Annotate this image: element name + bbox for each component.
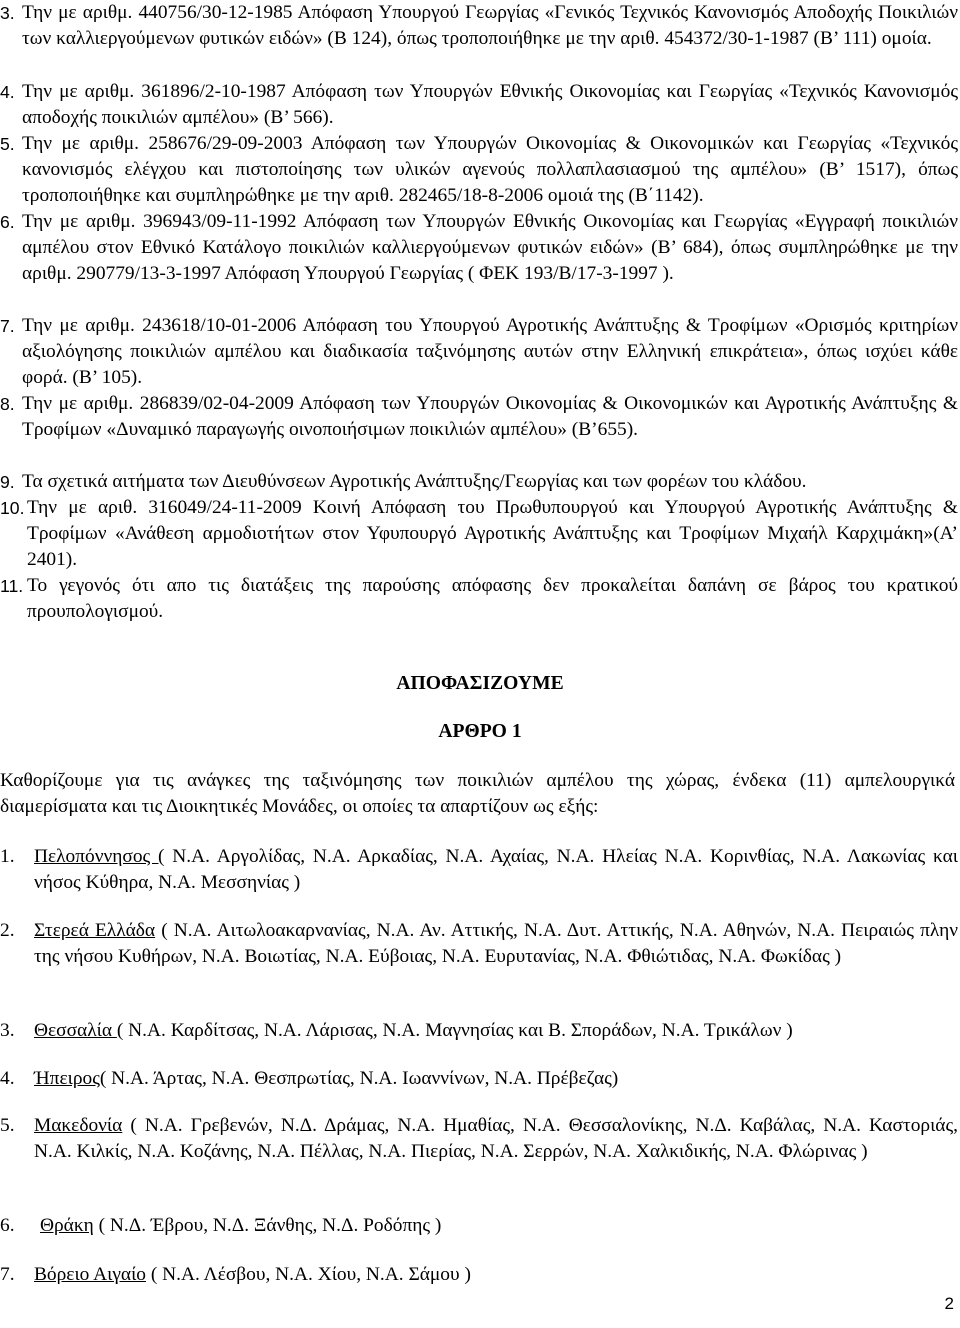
region-number: 1. — [0, 846, 15, 867]
region-item-1 — [0, 844, 958, 896]
article-intro: Καθορίζουμε για τις ανάγκες της ταξινόμησης των ποικιλιών αμπέλου της χώρας, ένδεκα (11) αμπελουργικά διαμερίσματα και τις Διοικητικές Μονάδες, οι οποίες τα απαρτίζουν ως εξής: — [0, 770, 955, 817]
legal-basis-item-8 — [0, 391, 960, 443]
item-text: Την με αριθμ. 396943/09-11-1992 Απόφαση των Υπουργών Εθνικής Οικονομίας και Γεωργίας «Εγγραφή ποικιλιών αμπέλου στον Εθνικό Κατάλογο ποικιλιών καλλιεργούμενων φυτικών ειδών» (Β’ 684), όπως συμπληρώθηκε με την αριθμ. 290779/13-3-1997 Απόφαση Υπουργού Γεωργίας ( ΦΕΚ 193/Β/17-3-1997 ). — [22, 211, 958, 284]
region-number: 6. — [0, 1215, 15, 1236]
item-text: Την με αριθμ. 258676/29-09-2003 Απόφαση των Υπουργών Οικονομίας & Οικονομικών και Γεωργίας «Τεχνικός κανονισμός ελέγχου και πιστοποίησης των υλικών αγενούς πολλαπλασιασμού της αμπέλου» (Β’ 1517), όπως τροποποιήθηκε και συμπληρώθηκε με την αριθ. 282465/18-8-2006 ομοιά της (Β΄1142). — [22, 133, 958, 206]
legal-basis-item-3 — [0, 0, 960, 52]
legal-basis-item-10 — [0, 495, 960, 573]
region-number: 3. — [0, 1020, 15, 1041]
region-name: Στερεά Ελλάδα — [34, 920, 156, 941]
region-item-3 — [0, 1018, 958, 1044]
region-name: Ήπειρος — [34, 1068, 100, 1089]
legal-basis-item-9 — [0, 469, 960, 495]
item-text: Την με αριθμ. 361896/2-10-1987 Απόφαση των Υπουργών Εθνικής Οικονομίας και Γεωργίας «Τεχνικός Κανονισμός αποδοχής ποικιλιών αμπέλου» (Β’ 566). — [22, 81, 958, 128]
region-name: Πελοπόννησος ( — [34, 846, 165, 867]
legal-basis-item-4 — [0, 79, 960, 131]
item-number: 10. — [0, 498, 25, 518]
decision-heading: ΑΠΟΦΑΣΙΖΟΥΜΕ — [396, 673, 564, 694]
region-number: 2. — [0, 920, 15, 941]
item-number: 11. — [0, 576, 24, 596]
item-number: 9. — [0, 472, 15, 492]
region-prefectures: ( Ν.Α. Αιτωλοακαρνανίας, Ν.Α. Αν. Αττικής, Ν.Α. Δυτ. Αττικής, Ν.Α. Αθηνών, Ν.Α. Πειραιώς πλην της νήσου Κυθήρων, Ν.Α. Βοιωτίας, Ν.Α. Εύβοιας, Ν.Α. Ευρυτανίας, Ν.Α. Φθιώτιδας, Ν.Α. Φωκίδας ) — [34, 920, 958, 967]
region-name: Μακεδονία — [34, 1115, 123, 1136]
region-item-6 — [0, 1213, 958, 1239]
region-prefectures: ( Ν.Α. Γρεβενών, Ν.Δ. Δράμας, Ν.Α. Ημαθίας, Ν.Α. Θεσσαλονίκης, Ν.Δ. Καβάλας, Ν.Α. Καστοριάς, Ν.Α. Κιλκίς, Ν.Α. Κοζάνης, Ν.Α. Πέλλας, Ν.Α. Πιερίας, Ν.Α. Σερρών, Ν.Α. Χαλκιδικής, Ν.Α. Φλώρινας ) — [34, 1115, 958, 1162]
item-text: Τα σχετικά αιτήματα των Διευθύνσεων Αγροτικής Ανάπτυξης/Γεωργίας και των φορέων του κλάδου. — [22, 471, 807, 492]
region-prefectures: ( Ν.Α. Λέσβου, Ν.Α. Χίου, Ν.Α. Σάμου ) — [146, 1264, 471, 1285]
item-text: Το γεγονός ότι απο τις διατάξεις της παρούσης απόφασης δεν προκαλείται δαπάνη σε βάρος του κρατικού προυπολογισμού. — [27, 575, 958, 622]
region-name: Θράκη — [40, 1215, 94, 1236]
region-number: 4. — [0, 1068, 15, 1089]
item-number: 7. — [0, 316, 15, 336]
item-number: 8. — [0, 394, 15, 414]
article-heading: ΑΡΘΡΟ 1 — [438, 721, 522, 742]
item-text: Την με αριθ. 316049/24-11-2009 Κοινή Απόφαση του Πρωθυπουργού και Υπουργού Αγροτικής Ανάπτυξης & Τροφίμων «Ανάθεση αρμοδιοτήτων στον Υφυπουργό Αγροτικής Ανάπτυξης και Τροφίμων Μιχαήλ Καρχιμάκη»(Α’ 2401). — [27, 497, 958, 570]
item-text: Την με αριθμ. 243618/10-01-2006 Απόφαση του Υπουργού Αγροτικής Ανάπτυξης & Τροφίμων «Ορισμός κριτηρίων αξιολόγησης ποικιλιών αμπέλου και διαδικασία ταξινόμησης αυτών στην Ελληνική επικράτεια», όπως ισχύει κάθε φορά. (Β’ 105). — [22, 315, 958, 388]
legal-basis-item-5 — [0, 131, 960, 209]
region-item-2 — [0, 918, 958, 970]
legal-basis-item-6 — [0, 209, 960, 287]
region-prefectures: Ν.Α. Αργολίδας, Ν.Α. Αρκαδίας, Ν.Α. Αχαίας, Ν.Α. Ηλείας Ν.Α. Κορινθίας, Ν.Α. Λακωνίας και νήσος Κύθηρα, Ν.Α. Μεσσηνίας ) — [34, 846, 958, 893]
legal-basis-item-11 — [0, 573, 960, 625]
region-name: Θεσσαλία — [34, 1020, 117, 1041]
region-number: 5. — [0, 1115, 15, 1136]
item-number: 6. — [0, 212, 15, 232]
item-text: Την με αριθμ. 440756/30-12-1985 Απόφαση Υπουργού Γεωργίας «Γενικός Τεχνικός Κανονισμός Αποδοχής Ποικιλιών των καλλιεργούμενων φυτικών ειδών» (Β 124), όπως τροποποιήθηκε με την αριθ. 454372/30-1-1987 (Β’ 111) ομοία. — [22, 2, 958, 49]
item-number: 5. — [0, 134, 15, 154]
region-number: 7. — [0, 1264, 15, 1285]
region-name: Βόρειο Αιγαίο — [34, 1264, 146, 1285]
region-prefectures: ( Ν.Δ. Έβρου, Ν.Δ. Ξάνθης, Ν.Δ. Ροδόπης ) — [93, 1215, 442, 1236]
legal-basis-item-7 — [0, 313, 960, 391]
region-item-5 — [0, 1113, 958, 1165]
region-item-4 — [0, 1066, 958, 1092]
item-number: 4. — [0, 82, 15, 102]
item-text: Την με αριθμ. 286839/02-04-2009 Απόφαση των Υπουργών Οικονομίας & Οικονομικών και Αγροτικής Ανάπτυξης & Τροφίμων «Δυναμικό παραγωγής οινοποιήσιμων ποικιλιών αμπέλου» (Β’655). — [22, 393, 958, 440]
region-item-7 — [0, 1262, 958, 1288]
item-number: 3. — [0, 3, 15, 23]
region-prefectures: ( Ν.Α. Καρδίτσας, Ν.Α. Λάρισας, Ν.Α. Μαγνησίας και Β. Σποράδων, Ν.Α. Τρικάλων ) — [116, 1020, 793, 1041]
page-number: 2 — [944, 1294, 954, 1313]
region-prefectures: ( Ν.Α. Άρτας, Ν.Α. Θεσπρωτίας, Ν.Α. Ιωαννίνων, Ν.Α. Πρέβεζας) — [99, 1068, 619, 1089]
